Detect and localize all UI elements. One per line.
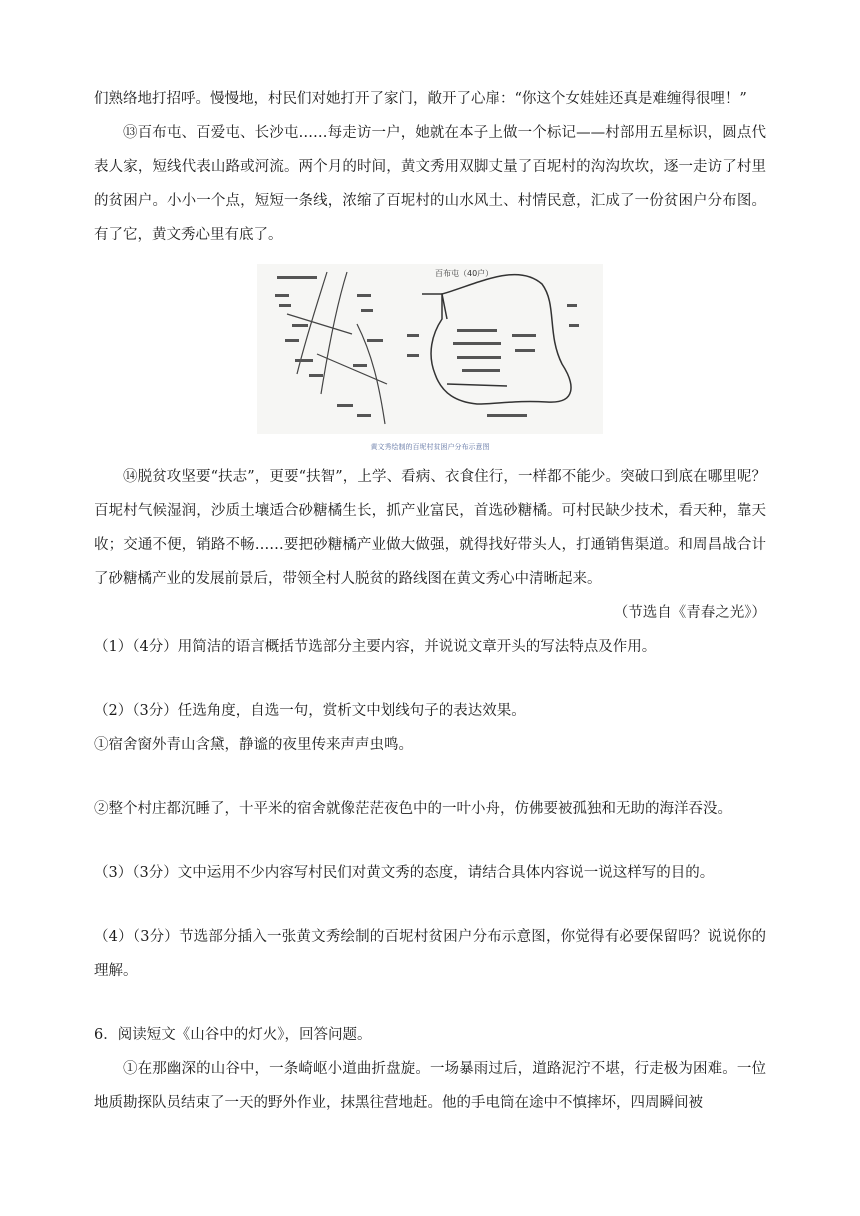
source-note: （节选自《青春之光》） — [613, 605, 766, 621]
question-1: （1）（4分）用简洁的语言概括节选部分主要内容，并说说文章开头的写法特点及作用。 — [94, 639, 657, 655]
question-2-option-a: ①宿舍窗外青山含黛，静谧的夜里传来声声虫鸣。 — [94, 737, 413, 753]
paragraph-14: ⑭脱贫攻坚要“扶志”，更要“扶智”，上学、看病、衣食住行，一样都不能少。突破口到底在哪里呢？百坭村气候湿润，沙质土壤适合砂糖橘生长，抓产业富民，首选砂糖橘。可村民缺少技术，看天种，靠天收；交通不便，销路不畅……要把砂糖橘产业做大做强，就得找好带头人，打通销售渠道。和周昌战合计了砂糖橘产业的发展前景后，带领全村人脱贫的路线图在黄文秀心中清晰起来。 — [94, 469, 766, 587]
map-sketch-icon — [257, 264, 603, 434]
paragraph-top: 们熟络地打招呼。慢慢地，村民们对她打开了家门，敞开了心扉：“你这个女娃娃还真是难缠得很哩！” — [94, 91, 747, 107]
paragraph-13: ⑬百布屯、百爱屯、长沙屯……每走访一户，她就在本子上做一个标记——村部用五星标识，圆点代表人家，短线代表山路或河流。两个月的时间，黄文秀用双脚丈量了百坭村的沟沟坎坎，逐一走访了村里的贫困户。小小一个点，短短一条线，浓缩了百坭村的山水风土、村情民意，汇成了一份贫困户分布图。有了它，黄文秀心里有底了。 — [94, 125, 766, 243]
question-2: （2）（3分）任选角度，自选一句，赏析文中划线句子的表达效果。 — [94, 703, 526, 719]
section-6-heading: 6．阅读短文《山谷中的灯火》，回答问题。 — [94, 1027, 372, 1043]
section-6-paragraph-1: ①在那幽深的山谷中，一条崎岖小道曲折盘旋。一场暴雨过后，道路泥泞不堪，行走极为困难。一位地质勘探队员结束了一天的野外作业，抹黑往营地赶。他的手电筒在途中不慎摔坏，四周瞬间被 — [94, 1061, 766, 1111]
figure — [94, 264, 766, 454]
question-3: （3）（3分）文中运用不少内容写村民们对黄文秀的态度，请结合具体内容说一说这样写的目的。 — [94, 865, 715, 881]
question-2-option-b: ②整个村庄都沉睡了，十平米的宿舍就像茫茫夜色中的一叶小舟，仿佛要被孤独和无助的海洋吞没。 — [94, 801, 732, 817]
question-4: （4）（3分）节选部分插入一张黄文秀绘制的百坭村贫困户分布示意图，你觉得有必要保留吗？说说你的理解。 — [94, 929, 766, 979]
document-page — [94, 82, 766, 1120]
hand-drawn-map-image — [257, 264, 603, 434]
figure-caption: 黄文秀绘制的百坭村贫困户分布示意图 — [370, 443, 490, 451]
sketch-top-label: 百布屯（40户） — [435, 269, 494, 278]
